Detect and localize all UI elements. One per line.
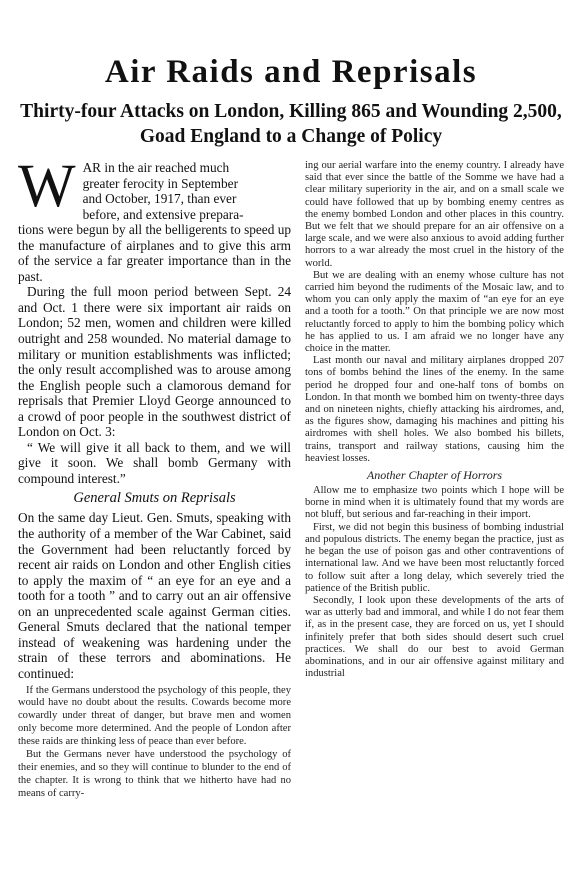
- paragraph-bombs-dropped: Last month our naval and military airplanes dropped 207 tons of bombs behind the lines of the enemy. In the same period he dropped four and one-half tons of bombs on London. In that month we bombed him on twenty-three days and on nineteen nights, chiefly attacking his airdromes, and, as the figures show, damaging his machines and pitting his airdromes with shell holes. We also bombed his billets, trains, transport and railway stations, causing him the heaviest losses.: [305, 355, 564, 464]
- quote-paragraph-blunder: But the Germans never have understood the psychology of their enemies, and so they will continue to blunder to the end of the chapter. It is wrong to think that we hitherto have had no means of carry-: [18, 749, 291, 800]
- right-column: [305, 160, 564, 680]
- article-body: [18, 160, 564, 801]
- section-heading-smuts: General Smuts on Reprisals: [73, 490, 236, 507]
- drop-cap: W: [18, 160, 76, 220]
- paragraph-smuts: On the same day Lieut. Gen. Smuts, speaking with the authority of a member of the War Cabinet, said the Government had been reluctantly forced by recent air raids on London and other English cities to apply the maxim of “ an eye for an eye and a tooth for a tooth ” and to carry out an air offensive on an unprecedented scale against German cities. General Smuts declared that the national temper instead of weakening was hardening under the strain of these terrors and abominations. He continued:: [18, 510, 291, 681]
- paragraph-second-point: Secondly, I look upon these developments of the arts of war as utterly bad and immoral, and while I do not fear them if, as in the present case, they are forced on us, yet I should infinitely prefer that both sides should desert such cruel practices. We shall do our best to avoid German abominations, and in our air offensive against military and industrial: [305, 594, 564, 680]
- opening-rest: tions were begun by all the belligerents to speed up the manufacture of airplanes and to give this arm of the service a far greater importance than in the past.: [18, 222, 291, 284]
- section-heading-horrors: Another Chapter of Horrors: [366, 468, 503, 483]
- paragraph-first-point: First, we did not begin this business of bombing industrial and populous districts. The enemy began the practice, just as he began the use of poison gas and other contraventions of international law. And we have been most reluctantly forced to follow suit after a long delay, which severely tried the patience of the British public.: [305, 521, 564, 594]
- opening-line-2: greater ferocity in September: [82, 175, 239, 191]
- opening-line-3: and October, 1917, than ever: [82, 191, 237, 207]
- opening-paragraph: [18, 160, 291, 284]
- article-subtitle: Thirty-four Attacks on London, Killing 865 and Wounding 2,500, Goad England to a Change of Policy: [20, 101, 562, 147]
- article-title: Air Raids and Reprisals: [104, 54, 478, 90]
- paragraph-quote: “ We will give it all back to them, and we will give it soon. We shall bomb Germany with compound interest.”: [18, 439, 291, 486]
- opening-line-1: AR in the air reached much: [82, 160, 230, 175]
- paragraph-aerial-warfare: ing our aerial warfare into the enemy country. I already have said that ever since the battle of the Somme we have had a clear military superiority in the air, and on a small scale we could have followed that up by bombing enemy centres as the enemy bombed London and other places in this country. But we felt that we should prepare for an air offensive on a large scale, and we were also anxious to avoid adding further horrors to a war already the most cruel in the history of the world.: [305, 160, 564, 269]
- paragraph-mosaic-law: But we are dealing with an enemy whose culture has not carried him beyond the rudiments of the Mosaic law, and to whom you can only apply the maxim of “an eye for an eye and a tooth for a tooth.” On that principle we are now most reluctantly forced to apply to him the bombing policy which he has applied to us. I am afraid we no longer have any choice in the matter.: [305, 269, 564, 355]
- opening-line-4: before, and extensive prepara-: [82, 206, 244, 222]
- paragraph-two-points: Allow me to emphasize two points which I hope will be borne in mind when it is ultimately found that my words are not bluff, but serious and far-reaching in their import.: [305, 485, 564, 521]
- quote-paragraph-psychology: If the Germans understood the psychology of this people, they would have no doubt about the results. Cowards become more cowardly under threat of danger, but brave men and women only become more determined. And the people of London after these raids are thinking less of peace than ever before.: [18, 684, 291, 748]
- paragraph-raids: During the full moon period between Sept. 24 and Oct. 1 there were six important air raids on London; 52 men, women and children were killed outright and 258 wounded. No material damage to military or munition establishments was inflicted; the only result accomplished was to arouse among the English people such a clamorous demand for reprisals that Premier Lloyd George announced to a crowd of poor people in the southwest district of London on Oct. 3:: [18, 284, 291, 440]
- left-column: [18, 160, 291, 801]
